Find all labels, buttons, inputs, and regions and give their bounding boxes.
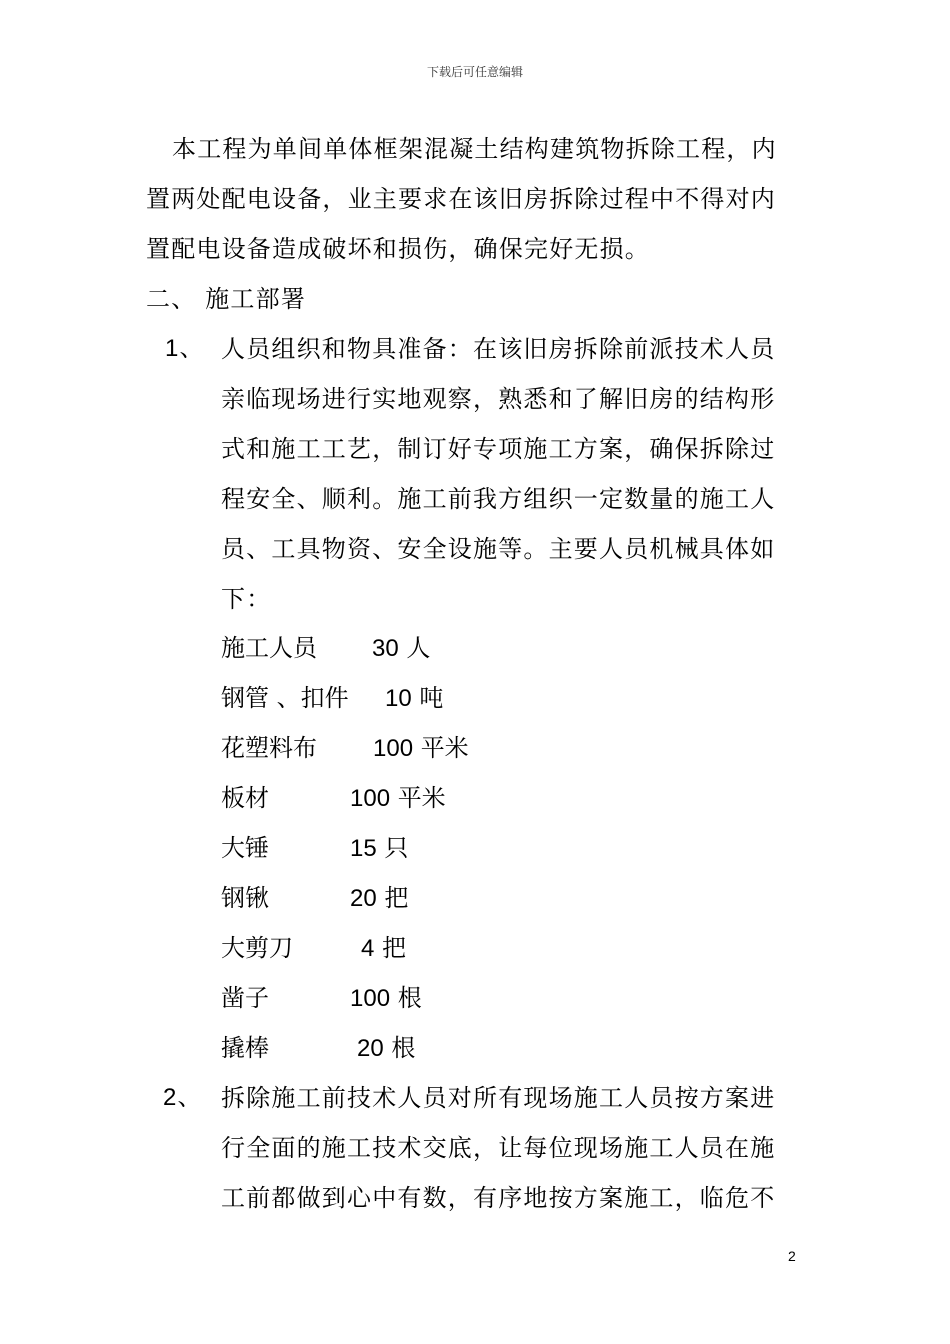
equipment-name: 凿子 [221,984,269,1012]
equipment-qty: 20 根 [357,1034,416,1062]
item1-line-6: 下： [221,585,272,613]
item1-line-3: 式和施工工艺，制订好专项施工方案，确保拆除过 [221,435,776,463]
equipment-name: 板材 [221,784,269,812]
page-number: 2 [788,1248,796,1264]
equipment-name: 钢管 、扣件 [221,684,349,712]
equipment-qty: 20 把 [350,884,409,912]
section-heading: 二、 施工部署 [146,285,307,313]
item2-number: 2、 [163,1084,203,1111]
equipment-name: 施工人员 [221,634,317,662]
equipment-qty: 100 根 [350,984,422,1012]
item2-line-2: 行全面的施工技术交底，让每位现场施工人员在施 [221,1134,776,1162]
header-note: 下载后可任意编辑 [426,65,523,79]
intro-line-3: 置配电设备造成破坏和损伤，确保完好无损。 [146,235,650,263]
equipment-qty: 10 吨 [385,684,444,712]
equipment-qty: 30 人 [372,634,431,662]
equipment-name: 撬棒 [221,1034,269,1062]
intro-line-1: 本工程为单间单体框架混凝土结构建筑物拆除工程，内 [172,135,777,163]
item1-line-4: 程安全、顺利。施工前我方组织一定数量的施工人 [221,485,776,513]
equipment-name: 大剪刀 [221,934,293,962]
item1-line-1: 人员组织和物具准备：在该旧房拆除前派技术人员 [221,335,776,363]
item1-line-2: 亲临现场进行实地观察，熟悉和了解旧房的结构形 [221,385,776,413]
item2-line-1: 拆除施工前技术人员对所有现场施工人员按方案进 [221,1084,776,1112]
item1-line-5: 员、工具物资、安全设施等。主要人员机械具体如 [221,535,776,563]
equipment-name: 花塑料布 [221,734,317,762]
intro-line-2: 置两处配电设备，业主要求在该旧房拆除过程中不得对内 [146,185,776,213]
equipment-qty: 100 平米 [373,734,469,762]
equipment-qty: 4 把 [361,934,406,962]
item1-number: 1、 [165,335,205,362]
equipment-qty: 100 平米 [350,784,446,812]
equipment-name: 钢锹 [221,884,269,912]
item2-line-3: 工前都做到心中有数，有序地按方案施工，临危不 [221,1184,776,1212]
equipment-qty: 15 只 [350,834,409,862]
equipment-name: 大锤 [221,834,269,862]
